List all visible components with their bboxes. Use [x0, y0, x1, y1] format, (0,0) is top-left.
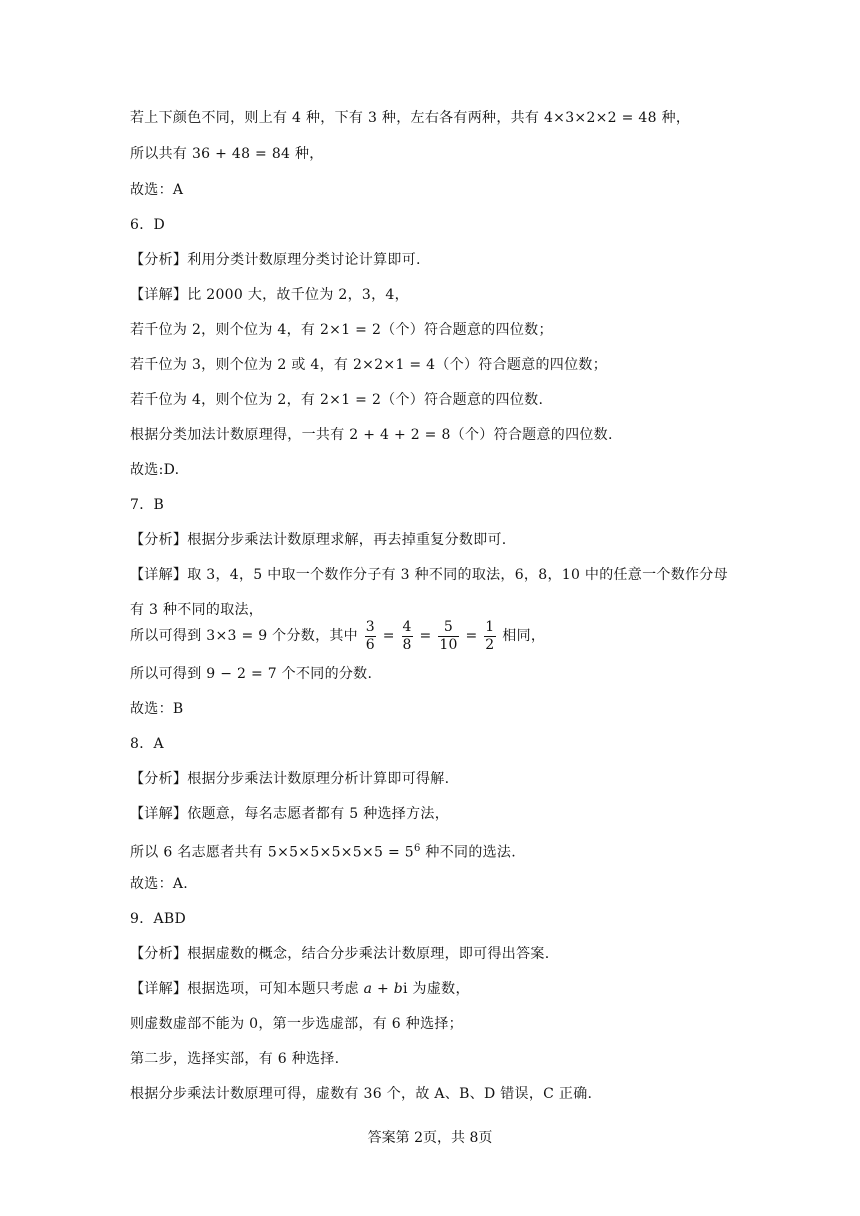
- fraction: [402, 619, 413, 654]
- fraction: [484, 619, 495, 654]
- text-line: 故选：A.: [130, 876, 189, 892]
- text-line: 有 3 种不同的取法，: [130, 602, 264, 618]
- text-segment: 所以 6 名志愿者共有 5×5×5×5×5×5 = 5: [130, 844, 414, 861]
- equals-sign: =: [465, 628, 478, 644]
- numerator: 4: [402, 618, 412, 635]
- text-line: 若上下颜色不同，则上有 4 种，下有 3 种，左右各有两种，共有 4×3×2×2 = 48 种，: [130, 110, 691, 126]
- text-line: 所以共有 36 + 48 = 84 种，: [130, 146, 324, 162]
- analysis-line: 【分析】根据分步乘法计数原理求解，再去掉重复分数即可.: [130, 532, 507, 548]
- text-segment: 种不同的选法.: [420, 844, 516, 861]
- text-line: 故选：A: [130, 182, 184, 198]
- text-segment: 为虚数，: [407, 981, 470, 997]
- text-segment: 【详解】根据选项，可知本题只考虑: [130, 981, 364, 997]
- imaginary-unit: i: [403, 981, 408, 997]
- text-line: 故选:D.: [130, 462, 180, 478]
- fraction: [365, 619, 376, 654]
- variable-b: b: [393, 981, 404, 997]
- analysis-line: 【分析】根据虚数的概念，结合分步乘法计数原理，即可得出答案.: [130, 946, 550, 962]
- equals-sign: =: [382, 628, 395, 644]
- denominator: 10: [439, 636, 458, 653]
- analysis-line: 【分析】利用分类计数原理分类讨论计算即可.: [130, 252, 421, 268]
- question-number: 6．D: [130, 217, 166, 233]
- power-equation-line: [130, 839, 516, 863]
- text-line: 所以可得到 9 − 2 = 7 个不同的分数.: [130, 666, 373, 682]
- variable-a: a: [363, 981, 373, 997]
- text-line: 若千位为 4，则个位为 2，有 2×1 = 2（个）符合题意的四位数.: [130, 392, 544, 408]
- text-line: 则虚数虚部不能为 0，第一步选虚部，有 6 种选择；: [130, 1016, 463, 1032]
- text-line: 根据分步乘法计数原理可得，虚数有 36 个，故 A、B、D 错误，C 正确.: [130, 1086, 593, 1102]
- detail-line: 【详解】依题意，每名志愿者都有 5 种选择方法，: [130, 806, 450, 822]
- plus-sign: +: [372, 981, 394, 997]
- denominator: 8: [402, 636, 412, 653]
- complex-number-line: [130, 979, 470, 999]
- page-footer: 答案第 2页，共 8页: [367, 1130, 493, 1146]
- text-line: 若千位为 3，则个位为 2 或 4，有 2×2×1 = 4（个）符合题意的四位数；: [130, 357, 607, 373]
- text-line: 根据分类加法计数原理得，一共有 2 + 4 + 2 = 8（个）符合题意的四位数.: [130, 427, 613, 443]
- fraction: [438, 619, 458, 654]
- question-number: 8．A: [130, 736, 164, 752]
- question-number: 9．ABD: [130, 911, 187, 927]
- denominator: 6: [365, 636, 375, 653]
- question-number: 7．B: [130, 497, 165, 513]
- text-line: 若千位为 2，则个位为 4，有 2×1 = 2（个）符合题意的四位数；: [130, 322, 553, 338]
- exponent: 6: [414, 843, 421, 854]
- denominator: 2: [485, 636, 495, 653]
- fraction-equation-line: [130, 616, 545, 656]
- numerator: 5: [438, 619, 458, 637]
- numerator: 1: [485, 618, 495, 635]
- equals-sign: =: [419, 628, 432, 644]
- detail-line: 【详解】取 3，4，5 中取一个数作分子有 3 种不同的取法，6，8，10 中的任意一个数作分母: [130, 567, 728, 583]
- text-line: 第二步，选择实部，有 6 种选择.: [130, 1051, 340, 1067]
- text-line: 故选：B: [130, 701, 184, 717]
- analysis-line: 【分析】根据分步乘法计数原理分析计算即可得解.: [130, 771, 450, 787]
- text-segment: 相同，: [502, 628, 546, 644]
- numerator: 3: [365, 618, 375, 635]
- text-segment: 所以可得到 3×3 = 9 个分数，其中: [130, 628, 358, 644]
- detail-line: 【详解】比 2000 大，故千位为 2，3，4，: [130, 287, 409, 303]
